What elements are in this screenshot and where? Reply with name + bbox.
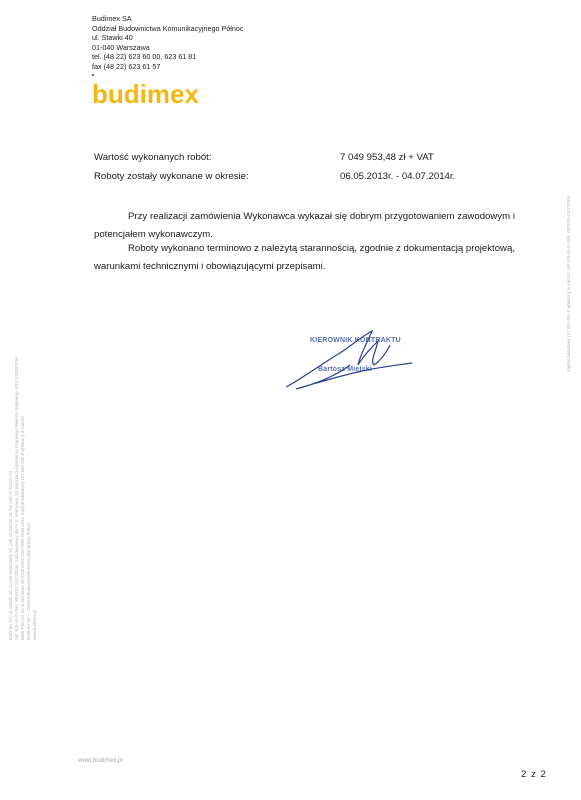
legal-text-1: Budimex SA, ul. Stawki 40, 01-040 Warszawa, tel. (48) 22 623 60 00, fax (48) 22 623 61 01 [8, 470, 13, 640]
body-paragraph-2: Roboty wykonano terminowo z należytą starannością, zgodnie z dokumentacją projektową, warunkami technicznymi i obowiązującymi przepisami. [94, 243, 515, 272]
sender-company: Budimex SA [92, 14, 132, 23]
signature-stamp [280, 325, 430, 395]
works-value: 7 049 953,48 zł + VAT [340, 152, 434, 163]
legal-text-4: Budimex SA — Oddział Budownictwa Komunikacyjnego Północ [26, 522, 31, 640]
stamp-title: KIEROWNIK KONTRAKTU [310, 337, 401, 344]
legal-text-5: www.budimex.pl [32, 609, 37, 640]
body-paragraph-1: Przy realizacji zamówienia Wykonawca wykazał się dobrym przygotowaniem zawodowym i potencjałem wykonawczym. [94, 211, 515, 240]
works-period-label: Roboty zostały wykonane w okresie: [94, 171, 249, 182]
sender-division: Oddział Budownictwa Komunikacyjnego Północ [92, 23, 244, 33]
logo-dot [92, 74, 94, 76]
sender-fax: fax (48 22) 623 61 57 [92, 61, 161, 71]
sender-tel: tel. (48 22) 623 60 00, 623 61 81 [92, 52, 197, 62]
handwritten-signature [280, 325, 430, 395]
budimex-logo [92, 80, 202, 110]
works-period: 06.05.2013r. - 04.07.2014r. [340, 171, 456, 182]
works-value-label: Wartość wykonanych robót: [94, 152, 212, 163]
sender-city: 01-040 Warszawa [92, 42, 150, 52]
sender-address [92, 14, 243, 72]
legal-text-3: Bank PEKAO SA nr rachunku 36 1240 6003 1111 0000 0498 2664, Kapitał zakładowy 127 650 490 zł wpłacony w całości [20, 416, 25, 640]
sender-street: ul. Stawki 40 [92, 33, 133, 43]
stamp-name: Bartosz Miejski [318, 366, 372, 373]
legal-text-right: Kapitał zakładowy 127 650 490 zł wpłacony w całości, NIP 526-10-01-591, REGON 010732630 [566, 195, 571, 372]
page-number: 2 z 2 [521, 769, 547, 780]
footer-website: www.budimex.pl [78, 757, 123, 764]
budimex-logo-text: budimex [92, 80, 199, 109]
signature-stroke [286, 331, 412, 389]
legal-text-2: NIP 526-10-01-591, REGON 010732630, Sąd Rejonowy dla m.st. Warszawy, XII Wydział Gospodarczy Krajowego Rejestru Sądowego KRS 0000001764 [14, 356, 19, 640]
